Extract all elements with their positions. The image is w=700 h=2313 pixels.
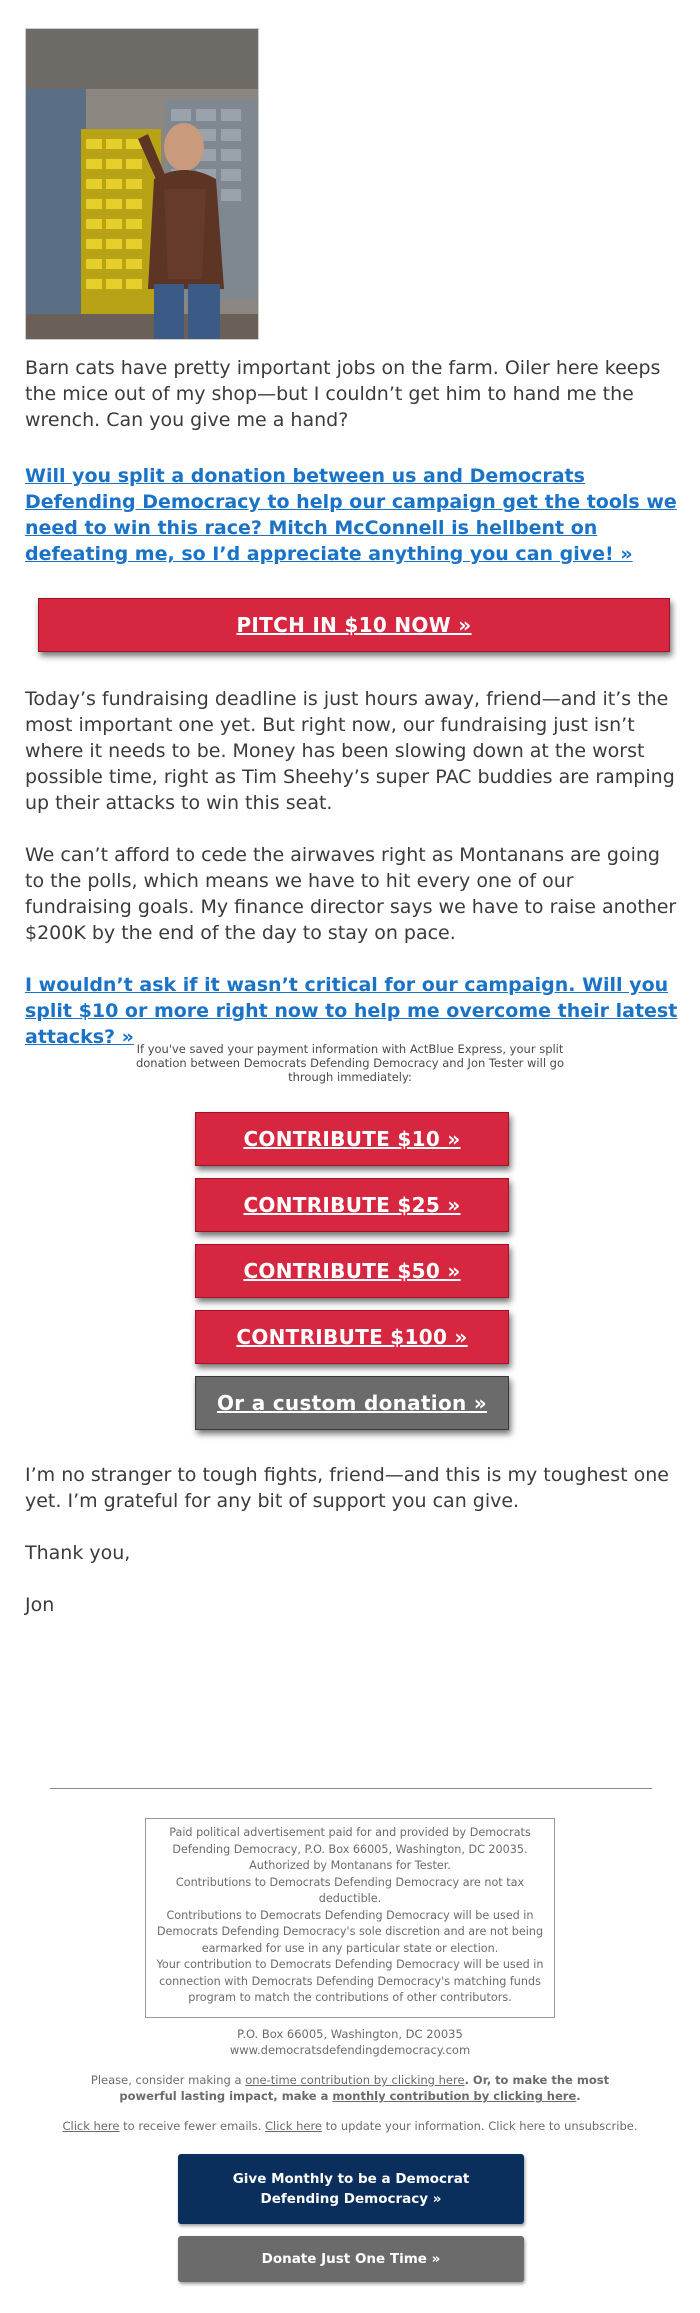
website-text: www.democratsdefendingdemocracy.com [229,2043,471,2057]
update-info-text: to update your information. Click here to unsubscribe. [322,2119,638,2133]
consider-mid: . Or, to make the most powerful lasting impact, make a [119,2073,610,2103]
donate-one-time-label: Donate Just One Time » [261,2251,441,2267]
disclaimer-paid-for: Paid political advertisement paid for and provided by Democrats Defending Democracy, P.O. Box 66005, Washington, DC 20035. Authorized by Montanans for Tester. [169,1826,531,1872]
contribute-10-button[interactable]: CONTRIBUTE $10 » [195,1112,509,1166]
donate-one-time-button[interactable] [178,2236,524,2282]
deadline-paragraph: Today’s fundraising deadline is just hours away, friend—and it’s the most important one yet. But right now, our fundraising just isn’t where it needs to be. Money has been slowing down at the worst possible time, right as Tim Sheehy’s super PAC buddies are ramping up their attacks to win this seat. [25,688,675,814]
disclaimer-not-deductible: Contributions to Democrats Defending Democracy are not tax deductible. [175,1875,525,1905]
mailing-address: P.O. Box 66005, Washington, DC 20035 [237,2027,463,2041]
footer-divider [50,1788,652,1789]
disclaimer-box [145,1818,555,2018]
fewer-emails-text: to receive fewer emails. [119,2119,266,2133]
contribution-options-text [70,2072,630,2104]
intro-paragraph: Barn cats have pretty important jobs on the farm. Oiler here keeps the mice out of my shop—but I couldn’t get him to hand me the wrench. Can you give me a hand? [25,357,661,431]
donate-link-critical[interactable]: I wouldn’t ask if it wasn’t critical for our campaign. Will you split $10 or more right now to help me overcome their latest attacks? » [25,974,678,1048]
airwaves-paragraph: We can’t afford to cede the airwaves right as Montanans are going to the polls, which means we have to hit every one of our fundraising goals. My finance director says we have to raise another $200K by the end of the day to stay on pace. [25,844,677,944]
actblue-note: If you've saved your payment information with ActBlue Express, your split donation between Democrats Defending Democracy and Jon Tester will go through immediately: [135,1042,565,1084]
consider-prefix: Please, consider making a [90,2073,246,2087]
give-monthly-button[interactable] [178,2154,524,2224]
custom-donation-button[interactable]: Or a custom donation » [195,1376,509,1430]
give-monthly-label: Give Monthly to be a Democrat Defending Democracy » [232,2171,470,2207]
update-info-link[interactable]: Click here [265,2119,323,2133]
fewer-emails-link[interactable]: Click here [62,2119,120,2133]
hero-photo-image [26,29,258,339]
tough-fights-paragraph: I’m no stranger to tough fights, friend—and this is my toughest one yet. I’m grateful for any bit of support you can give. [25,1464,669,1512]
one-time-contribution-link[interactable]: one-time contribution by clicking here [245,2073,465,2087]
contribute-50-button[interactable]: CONTRIBUTE $50 » [195,1244,509,1298]
hero-photo [25,28,259,340]
donate-link-split[interactable]: Will you split a donation between us and Democrats Defending Democracy to help our campaign get the tools we need to win this race? Mitch McConnell is hellbent on defeating me, so I’d appreciate anything you can give! » [25,465,677,565]
pitch-in-10-button[interactable]: PITCH IN $10 NOW » [38,598,670,652]
monthly-contribution-link[interactable]: monthly contribution by clicking here [332,2089,577,2103]
consider-suffix: . [576,2089,581,2103]
contribute-100-button[interactable]: CONTRIBUTE $100 » [195,1310,509,1364]
email-preferences [40,2118,660,2134]
disclaimer-discretion: Contributions to Democrats Defending Democracy will be used in Democrats Defending Democracy's sole discretion and are not being earmarked for use in any particular state or election. [156,1908,544,1955]
contribute-25-button[interactable]: CONTRIBUTE $25 » [195,1178,509,1232]
signoff: Thank you, [25,1542,131,1564]
signature: Jon [25,1594,55,1616]
disclaimer-matching: Your contribution to Democrats Defending Democracy will be used in connection with Democrats Defending Democracy's matching funds program to match the contributions of other contributors. [156,1958,544,2004]
